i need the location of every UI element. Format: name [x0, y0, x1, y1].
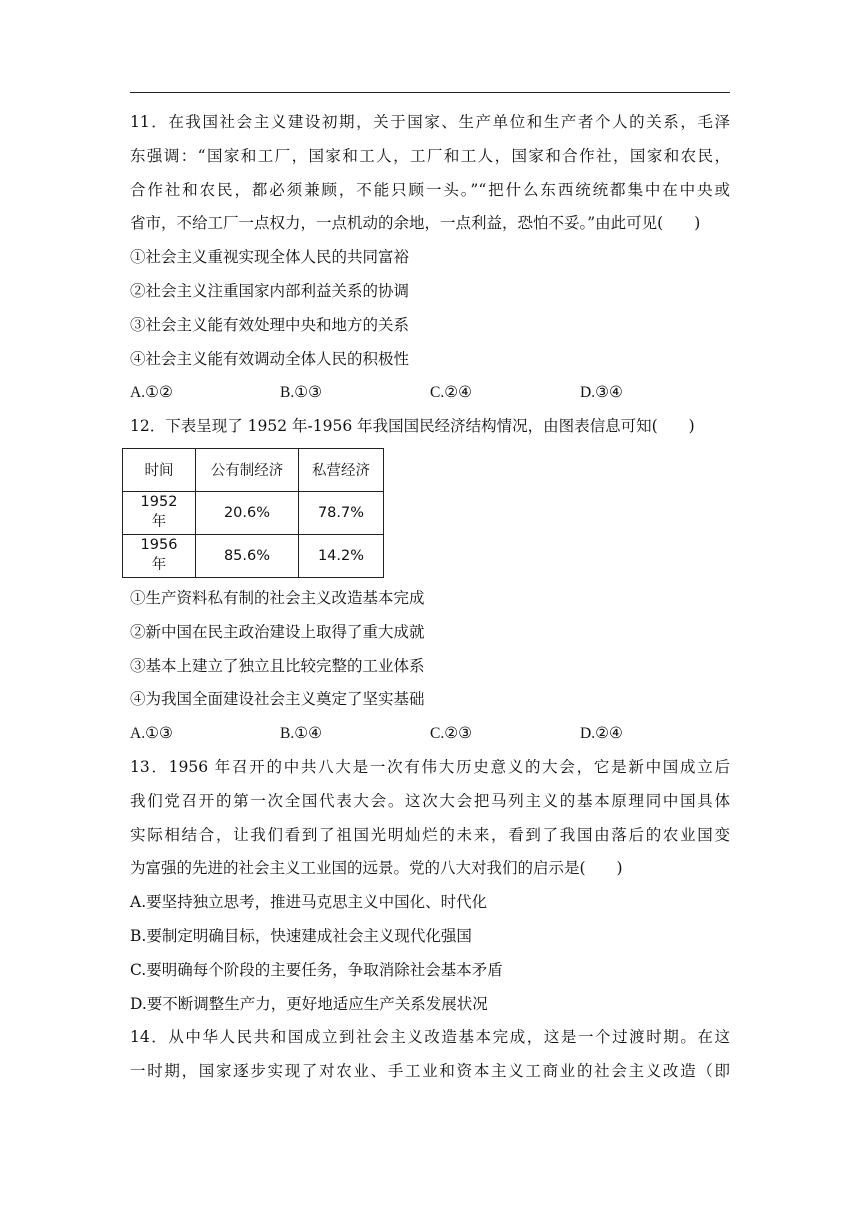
table-header-row	[123, 448, 384, 491]
question-content	[130, 106, 730, 1089]
question-stem-line: 13．1956 年召开的中共八大是一次有伟大历史意义的大会，它是新中国成立后	[130, 757, 730, 776]
header-rule	[130, 92, 730, 93]
option-a[interactable]: A.要坚持独立思考，推进马克思主义中国化、时代化	[130, 893, 488, 912]
question-stem-line: 我们党召开的第一次全国代表大会。这次大会把马列主义的基本原理同中国具体	[130, 791, 730, 810]
answer-options	[130, 717, 730, 751]
option-c[interactable]: C.②③	[430, 725, 473, 743]
question-stem-line: 11．在我国社会主义建设初期，关于国家、生产单位和生产者个人的关系，毛泽	[130, 113, 730, 131]
table-cell: 85.6%	[196, 534, 299, 577]
table-row	[123, 534, 384, 577]
table-row	[123, 491, 384, 534]
option-d[interactable]: D.③④	[580, 384, 623, 402]
table-header-cell: 私营经济	[299, 448, 384, 491]
option-b[interactable]: B.要制定明确目标，快速建成社会主义现代化强国	[130, 926, 472, 945]
question-13	[130, 751, 730, 1021]
option-b[interactable]: B.①③	[280, 384, 323, 402]
option-b[interactable]: B.①④	[280, 725, 323, 743]
statement-item: ④社会主义能有效调动全体人民的积极性	[130, 349, 410, 368]
statement-item: ②社会主义注重国家内部利益关系的协调	[130, 281, 410, 300]
option-a[interactable]: A.①②	[130, 384, 173, 402]
table-header-cell: 时间	[123, 448, 196, 491]
table-cell: 1952 年	[123, 491, 196, 534]
statement-item: ①生产资料私有制的社会主义改造基本完成	[130, 588, 425, 607]
option-d[interactable]: D.②④	[580, 725, 623, 743]
statement-item: ①社会主义重视实现全体人民的共同富裕	[130, 248, 410, 267]
statement-item: ④为我国全面建设社会主义奠定了坚实基础	[130, 690, 425, 709]
table-header-cell: 公有制经济	[196, 448, 299, 491]
statement-item: ③基本上建立了独立且比较完整的工业体系	[130, 656, 425, 675]
question-12	[130, 410, 730, 751]
question-stem-line: 12．下表呈现了 1952 年-1956 年我国国民经济结构情况，由图表信息可知( )	[130, 417, 695, 436]
statement-item: ③社会主义能有效处理中央和地方的关系	[130, 315, 410, 334]
statement-item: ②新中国在民主政治建设上取得了重大成就	[130, 622, 425, 641]
option-c[interactable]: C.②④	[430, 384, 473, 402]
question-stem-line: 合作社和农民，都必须兼顾，不能只顾一头。”“把什么东西统统都集中在中央或	[130, 180, 730, 199]
option-d[interactable]: D.要不断调整生产力，更好地适应生产关系发展状况	[130, 994, 488, 1013]
question-14	[130, 1021, 730, 1089]
table-cell: 1956 年	[123, 534, 196, 577]
table-cell: 78.7%	[299, 491, 384, 534]
option-a[interactable]: A.①③	[130, 725, 173, 743]
option-c[interactable]: C.要明确每个阶段的主要任务，争取消除社会基本矛盾	[130, 960, 503, 979]
table-cell: 20.6%	[196, 491, 299, 534]
table-cell: 14.2%	[299, 534, 384, 577]
question-stem-line: 省市，不给工厂一点权力，一点机动的余地，一点利益，恐怕不妥。”由此可见( )	[130, 214, 701, 233]
question-stem-line: 实际相结合，让我们看到了祖国光明灿烂的未来，看到了我国由落后的农业国变	[130, 825, 730, 844]
question-stem-line: 一时期，国家逐步实现了对农业、手工业和资本主义工商业的社会主义改造（即	[130, 1062, 730, 1081]
question-stem-line: 为富强的先进的社会主义工业国的远景。党的八大对我们的启示是( )	[130, 859, 623, 878]
question-stem-line: 14．从中华人民共和国成立到社会主义改造基本完成，这是一个过渡时期。在这	[130, 1028, 730, 1047]
answer-options	[130, 376, 730, 410]
economy-structure-table	[122, 448, 384, 578]
question-11	[130, 106, 730, 410]
question-stem-line: 东强调：“国家和工厂，国家和工人，工厂和工人，国家和合作社，国家和农民，	[130, 146, 730, 165]
